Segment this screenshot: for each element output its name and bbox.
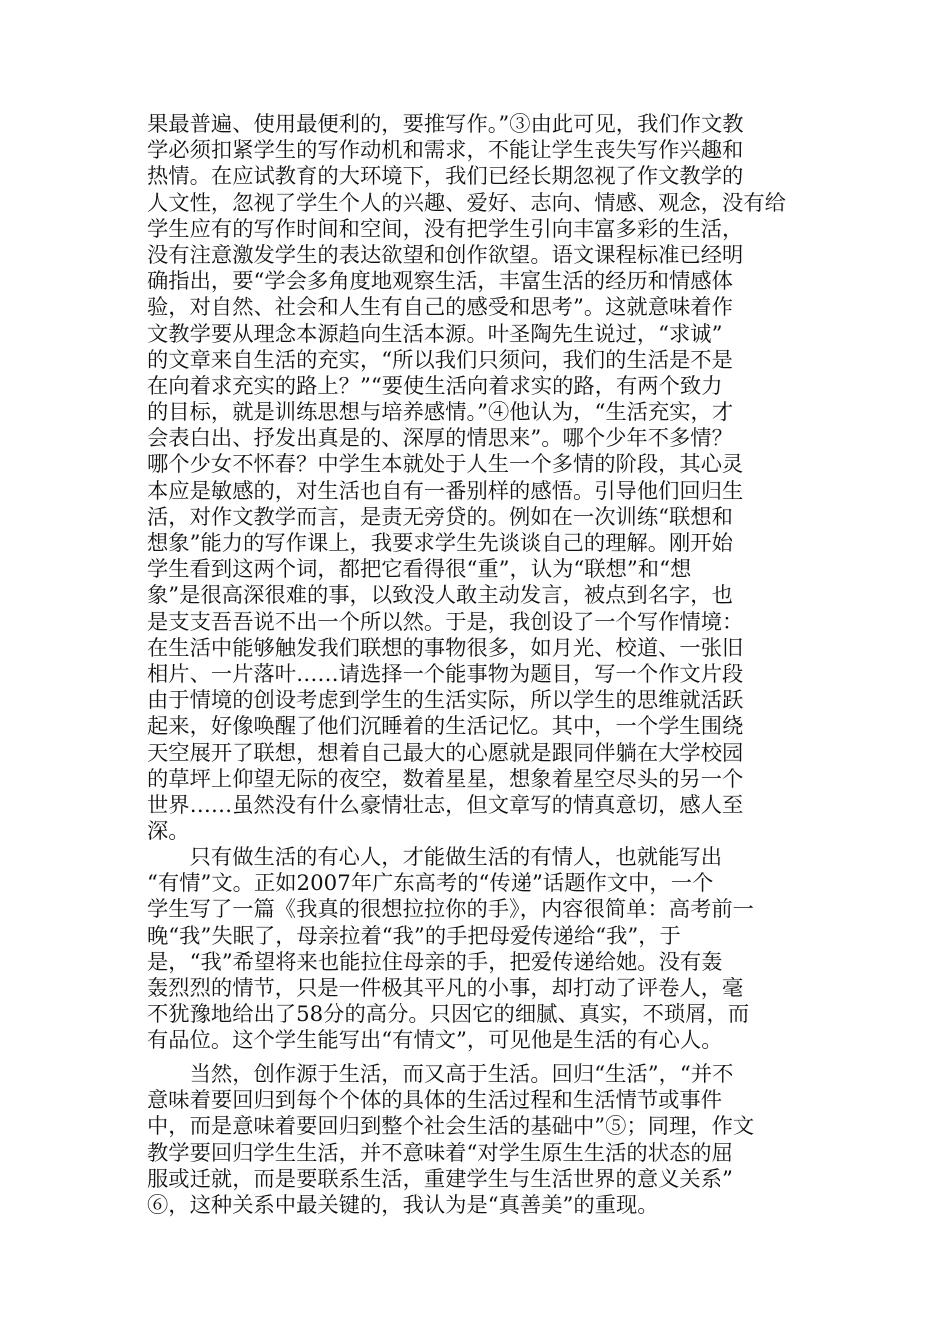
text-line: 晚“我”失眠了，母亲拉着“我”的手把母爱传递给“我”，于	[147, 923, 681, 949]
text-line: 想象”能力的写作课上，我要求学生先谈谈自己的理解。刚开始	[147, 531, 733, 556]
text-line: 世界……虽然没有什么豪情壮志，但文章写的情真意切，感人至	[147, 792, 744, 818]
text-line: 本应是敏感的，对生活也自有一番别样的感悟。引导他们回归生	[147, 478, 744, 504]
text-line: 没有注意激发学生的表达欲望和创作欲望。语文课程标准已经明	[147, 242, 744, 268]
text-line: 确指出，要“学会多角度地观察生活，丰富生活的经历和情感体	[147, 269, 733, 295]
text-line: 只有做生活的有心人，才能做生活的有情人，也就能写出	[147, 845, 723, 870]
paragraph-3	[147, 1062, 807, 1219]
text-line: 的文章来自生活的充实，“所以我们只须问，我们的生活是不是	[147, 347, 733, 373]
text-line: 起来，好像唤醒了他们沉睡着的生活记忆。其中，一个学生围绕	[147, 714, 744, 740]
text-line: 的目标，就是训练思想与培养感情。”④他认为，“生活充实，才	[147, 400, 734, 426]
text-line: 意味着要回归到每个个体的具体的生活过程和生活情节或事件	[147, 1088, 723, 1114]
text-line: 深。	[147, 819, 190, 845]
text-line: 服或迁就，而是要联系生活，重建学生与生活世界的意义关系”	[147, 1166, 733, 1192]
text-line: ⑥，这种关系中最关键的，我认为是“真善美”的重现。	[147, 1192, 659, 1218]
text-line: 是支支吾吾说不出一个所以然。于是，我创设了一个写作情境：	[147, 609, 744, 635]
text-line: 在生活中能够触发我们联想的事物很多，如月光、校道、一张旧	[147, 635, 744, 661]
text-line: 热情。在应试教育的大环境下，我们已经长期忽视了作文教学的	[147, 164, 744, 190]
text-line: 哪个少女不怀春？中学生本就处于人生一个多情的阶段，其心灵	[147, 452, 744, 478]
text-line: 是，“我”希望将来也能拉住母亲的手，把爱传递给她。没有轰	[147, 949, 723, 975]
text-line: 有品位。这个学生能写出“有情文”，可见他是生活的有心人。	[147, 1028, 723, 1054]
text-line: 果最普遍、使用最便利的，要推写作。”③由此可见，我们作文教	[147, 112, 744, 137]
paragraph-2	[147, 845, 807, 1055]
text-line: 相片、一片落叶……请选择一个能事物为题目，写一个作文片段	[147, 661, 744, 687]
text-line: 轰烈烈的情节，只是一件极其平凡的小事，却打动了评卷人，毫	[147, 975, 744, 1001]
paragraph-1	[147, 112, 807, 845]
text-line: 象”是很高深很难的事，以致没人敢主动发言，被点到名字，也	[147, 583, 733, 609]
text-line: 验，对自然、社会和人生有自己的感受和思考”。这就意味着作	[147, 295, 733, 321]
text-line: 的草坪上仰望无际的夜空，数着星星，想象着星空尽头的另一个	[147, 766, 744, 792]
text-line: 会表白出、抒发出真是的、深厚的情思来”。哪个少年不多情？	[147, 426, 733, 452]
text-line: 不犹豫地给出了58分的高分。只因它的细腻、真实，不琐屑，而	[147, 1002, 750, 1028]
text-line: 学生写了一篇《我真的很想拉拉你的手》，内容很简单：高考前一	[147, 897, 754, 923]
text-line: 中，而是意味着要回归到整个社会生活的基础中”⑤；同理，作文	[147, 1114, 755, 1140]
text-line: 人文性，忽视了学生个人的兴趣、爱好、志向、情感、观念，没有给	[147, 190, 786, 216]
text-line: 活，对作文教学而言，是责无旁贷的。例如在一次训练“联想和	[147, 504, 733, 530]
text-line: 当然，创作源于生活，而又高于生活。回归“生活”，“并不	[147, 1062, 734, 1087]
text-line: “有情”文。正如2007年广东高考的“传递”话题作文中，一个	[147, 871, 714, 897]
text-line: 由于情境的创设考虑到学生的生活实际，所以学生的思维就活跃	[147, 688, 744, 714]
text-line: 学生看到这两个词，都把它看得很“重”，认为“联想”和“想	[147, 557, 692, 583]
text-line: 学生应有的写作时间和空间，没有把学生引向丰富多彩的生活，	[147, 216, 744, 242]
text-line: 在向着求充实的路上？”“要使生活向着求实的路，有两个致力	[147, 373, 723, 399]
text-line: 教学要回归学生生活，并不意味着“对学生原生生活的状态的屈	[147, 1140, 733, 1166]
text-line: 天空展开了联想，想着自己最大的心愿就是跟同伴躺在大学校园	[147, 740, 744, 766]
text-line: 文教学要从理念本源趋向生活本源。叶圣陶先生说过，“求诚”	[147, 321, 723, 347]
text-line: 学必须扣紧学生的写作动机和需求，不能让学生丧失写作兴趣和	[147, 138, 744, 164]
